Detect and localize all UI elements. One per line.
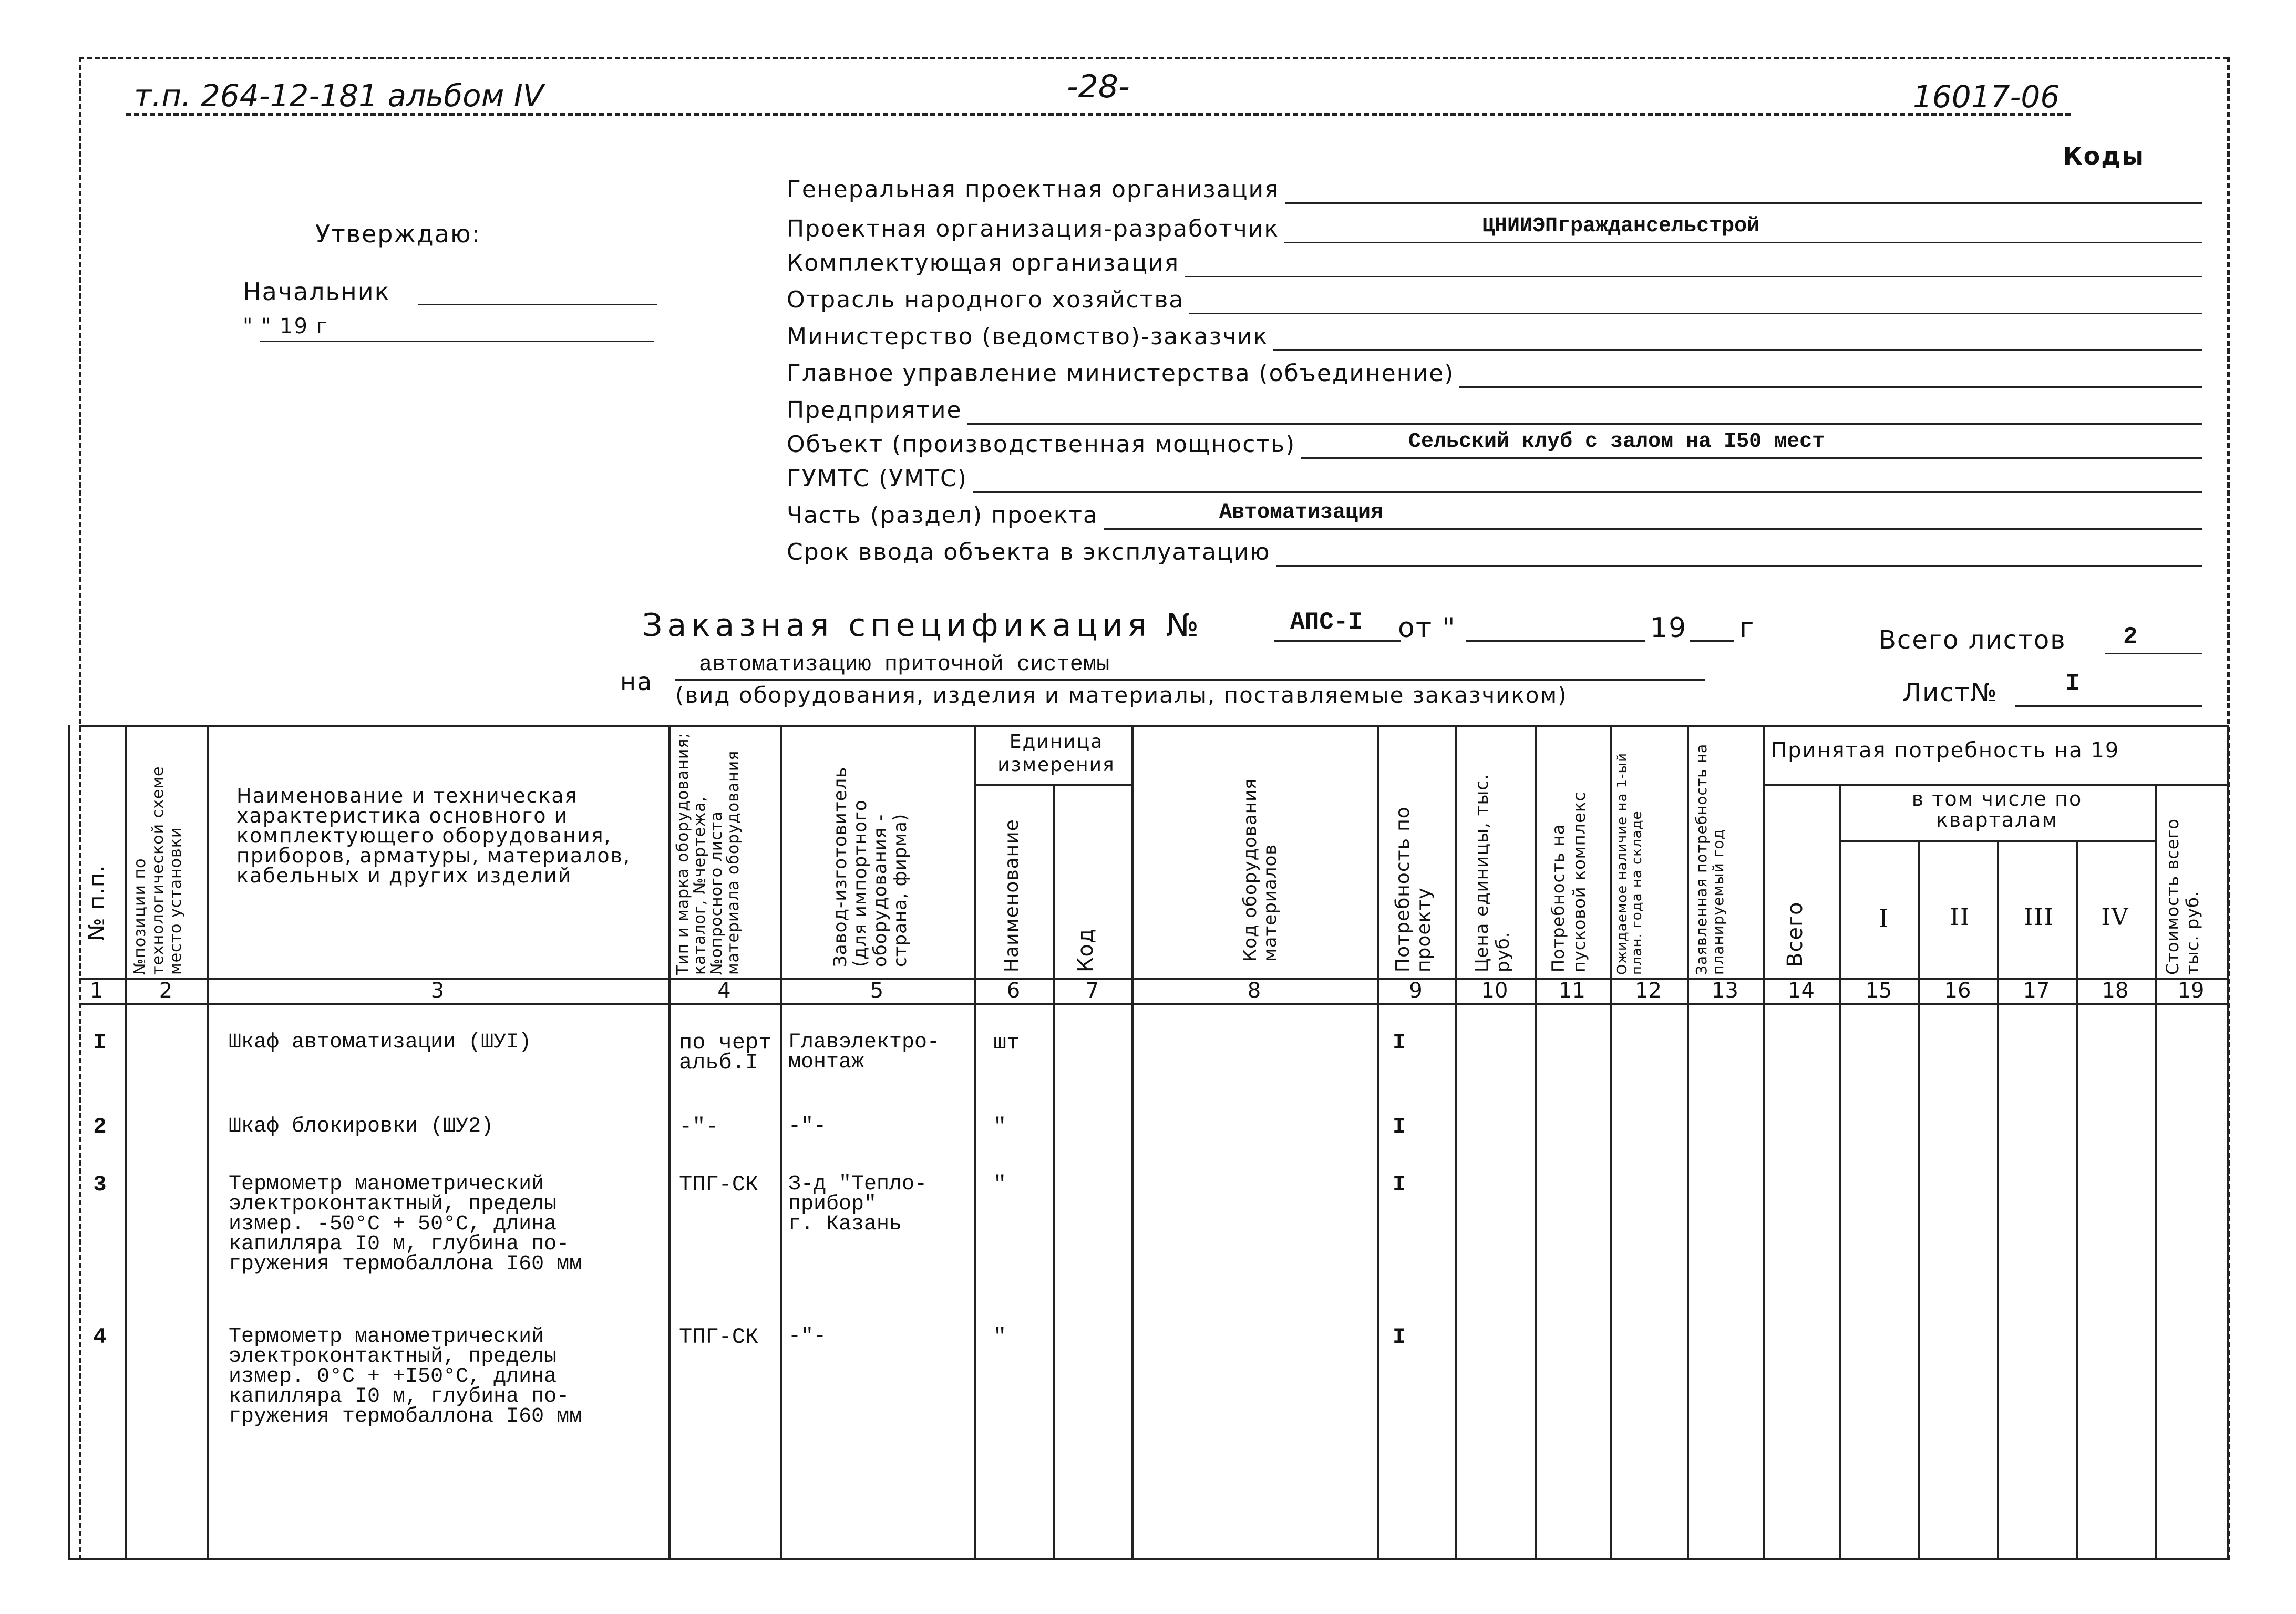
col-header-project-need: Потребность по проекту <box>1392 806 1435 972</box>
table-cell-unit: " <box>993 1324 1007 1350</box>
col-line-11 <box>1610 725 1612 1560</box>
spec-number: АПС-I <box>1290 609 1363 636</box>
total-sheets-line <box>2105 653 2202 654</box>
org-field-line <box>1284 242 2202 243</box>
col-header-accepted-group: Принятая потребность на 19 <box>1771 738 2120 763</box>
spec-subject-hint: (вид оборудования, изделия и материалы, поставляемые заказчиком) <box>675 682 1568 708</box>
page-number: -28- <box>1067 68 1130 105</box>
total-sheets-label: Всего листов <box>1879 625 2066 655</box>
col-line-2 <box>207 725 209 1560</box>
table-cell-name: Шкаф блокировки (ШУ2) <box>229 1115 494 1138</box>
org-field-label: Комплектующая организация <box>787 250 1180 276</box>
column-number: 9 <box>1409 979 1423 1003</box>
col-header-name: Наименование и техническая характеристика основного и комплектующего оборудования, приборов, арматуры, материалов, кабельных и других изделий <box>236 784 631 887</box>
table-cell-type: ТПГ-СК <box>679 1324 759 1350</box>
org-field-label: Проектная организация-разработчик <box>787 215 1279 242</box>
col-line-6 <box>1053 784 1055 1560</box>
sheet-value: I <box>2065 670 2080 697</box>
org-field-line <box>1273 349 2202 351</box>
column-number: 2 <box>159 979 173 1003</box>
column-number: 7 <box>1085 979 1099 1003</box>
col-header-startup-need: Потребность на пусковой комплекс <box>1548 791 1589 972</box>
org-field-value: ЦНИИЭПграждансельстрой <box>1482 214 1760 238</box>
col-line-9 <box>1455 725 1457 1560</box>
org-field-line <box>1301 457 2202 459</box>
org-field-label: Отрасль народного хозяйства <box>787 286 1185 313</box>
col-line-1 <box>125 725 127 1560</box>
table-cell-unit: " <box>993 1172 1007 1197</box>
spec-title: Заказная спецификация № <box>642 607 1203 644</box>
column-number: 6 <box>1006 979 1021 1003</box>
table-cell-name: Шкаф автоматизации (ШУI) <box>229 1031 532 1054</box>
col-header-unit-price: Цена единицы, тыс. руб. <box>1471 774 1513 972</box>
org-field-line <box>1285 202 2202 204</box>
column-number: 4 <box>717 979 731 1003</box>
col-line-3 <box>668 725 671 1560</box>
column-number: 3 <box>430 979 445 1003</box>
table-cell-name: Термометр манометрический электроконтактный, пределы измер. -50°С + 50°С, длина капилляра I0 м, глубина по- гружения термобаллона I60 мм <box>229 1173 582 1276</box>
col-line-18 <box>2155 784 2157 1560</box>
table-cell-qty: I <box>1393 1324 1406 1350</box>
col-line-17 <box>2076 840 2078 1560</box>
org-field-value: Автоматизация <box>1219 501 1384 525</box>
col-header-quarters-group: в том числе по кварталам <box>1911 787 2083 831</box>
spec-date-year: 19 <box>1650 612 1687 644</box>
column-number: 11 <box>1559 979 1585 1003</box>
table-cell-type: ТПГ-СК <box>679 1172 759 1197</box>
header-underline <box>126 113 2071 116</box>
column-number: 15 <box>1865 979 1892 1003</box>
col-header-position: №позиции по технологической схеме место установки <box>131 766 185 975</box>
col-header-unit-code: Код <box>1074 928 1098 972</box>
col-header-q4: IV <box>2101 904 2129 931</box>
col-header-expected-stock: Ожидаемое наличие на 1-ый план. года на складе <box>1614 753 1645 975</box>
org-field-label: Предприятие <box>787 397 962 424</box>
unit-group-line <box>974 784 1131 786</box>
table-cell-maker: Главэлектро- монтаж <box>788 1031 940 1074</box>
org-field-value: Сельский клуб с залом на I50 мест <box>1408 430 1825 454</box>
org-field-line <box>1185 276 2202 277</box>
spec-date-g: г <box>1739 612 1755 644</box>
table-cell-unit: " <box>993 1114 1007 1139</box>
table-colnum-bottom-line <box>79 1003 2228 1005</box>
col-line-16 <box>1997 840 1999 1560</box>
column-number: 10 <box>1481 979 1508 1003</box>
table-cell-qty: I <box>1393 1172 1406 1197</box>
codes-label: Коды <box>2063 142 2145 170</box>
col-line-7 <box>1131 725 1134 1560</box>
org-field-label: Срок ввода объекта в эксплуатацию <box>787 539 1271 566</box>
column-number: 5 <box>870 979 884 1003</box>
column-number: 8 <box>1247 979 1261 1003</box>
column-number: 13 <box>1712 979 1738 1003</box>
spec-number-line <box>1274 640 1401 642</box>
sheet-label: Лист№ <box>1902 678 1998 707</box>
document-code: 16017-06 <box>1913 79 2060 115</box>
org-field-label: Главное управление министерства (объединение) <box>787 360 1455 387</box>
col-header-declared-need: Заявленная потребность на планируемый год <box>1693 743 1727 975</box>
org-field-label: Объект (производственная мощность) <box>787 431 1296 458</box>
col-line-8 <box>1377 725 1379 1560</box>
col-header-number: № п.п. <box>84 865 109 941</box>
col-line-12 <box>1687 725 1689 1560</box>
frame-top <box>79 57 2228 59</box>
org-field-line <box>1276 565 2202 567</box>
col-line-5 <box>974 725 976 1560</box>
col-header-total: Всего <box>1783 901 1807 967</box>
album-label: т.п. 264-12-181 альбом IV <box>134 78 544 114</box>
org-field-label: Генеральная проектная организация <box>787 176 1280 203</box>
col-header-q1: I <box>1878 904 1890 933</box>
spec-date-line <box>1466 640 1645 642</box>
org-field-label: Министерство (ведомство)-заказчик <box>787 323 1269 350</box>
col-header-q2: II <box>1950 904 1971 931</box>
total-sheets-value: 2 <box>2123 623 2138 651</box>
org-field-line <box>1189 313 2202 314</box>
table-cell-name: Термометр манометрический электроконтактный, пределы измер. 0°С + +I50°С, длина капилляра I0 м, глубина по- гружения термобаллона I60 мм <box>229 1325 582 1428</box>
col-header-unit-name: Наименование <box>1001 819 1023 972</box>
col-header-cost: Стоимость всего тыс. руб. <box>2163 818 2202 975</box>
org-field-label: Часть (раздел) проекта <box>787 502 1098 529</box>
column-number: 1 <box>90 979 104 1003</box>
table-cell-unit: шт <box>993 1030 1020 1055</box>
table-bottom-line <box>68 1558 2228 1560</box>
table-cell-maker: -"- <box>788 1325 827 1349</box>
approval-date-line <box>260 341 654 342</box>
col-line-15 <box>1918 840 1920 1560</box>
col-line-0 <box>68 725 70 1560</box>
table-cell-maker: -"- <box>788 1115 827 1138</box>
table-cell-type: по черт альб.I <box>679 1030 772 1075</box>
column-number: 18 <box>2102 979 2129 1003</box>
table-cell-n: 3 <box>93 1172 107 1197</box>
approve-label: Утверждаю: <box>315 220 481 248</box>
chief-line <box>418 304 657 305</box>
col-line-14 <box>1839 784 1841 1560</box>
col-line-10 <box>1535 725 1537 1560</box>
org-field-line <box>1104 528 2202 530</box>
col-header-q3: III <box>2023 904 2055 931</box>
column-number: 16 <box>1944 979 1971 1003</box>
column-number: 12 <box>1635 979 1662 1003</box>
accepted-group-line <box>1763 784 2228 786</box>
column-number: 14 <box>1788 979 1815 1003</box>
table-cell-qty: I <box>1393 1114 1406 1139</box>
table-top-line <box>79 725 2228 727</box>
na-label: на <box>620 667 653 696</box>
spec-subject: автоматизацию приточной системы <box>699 652 1110 677</box>
spec-subject-line <box>675 679 1705 681</box>
col-line-4 <box>780 725 782 1560</box>
table-cell-n: I <box>93 1030 107 1055</box>
table-cell-qty: I <box>1393 1030 1406 1055</box>
table-cell-n: 2 <box>93 1114 107 1139</box>
col-line-13 <box>1763 725 1765 1560</box>
org-field-line <box>967 423 2202 425</box>
col-line-19 <box>2227 725 2229 1560</box>
org-field-line <box>1459 386 2202 388</box>
spec-year-line <box>1690 640 1734 642</box>
col-header-type: Тип и марка оборудования; каталог, №чертежа, №опросного листа материала оборудования <box>674 732 743 975</box>
chief-label: Начальник <box>243 277 390 306</box>
table-cell-n: 4 <box>93 1324 107 1350</box>
col-header-maker: Завод-изготовитель (для импортного оборудования - страна, фирма) <box>830 766 911 967</box>
col-header-equipment-code: Код оборудования материалов <box>1240 778 1281 962</box>
approval-date: " " 19 г <box>243 314 328 338</box>
sheet-line <box>2015 705 2202 707</box>
org-field-line <box>973 491 2202 493</box>
table-cell-maker: З-д "Тепло- прибор" г. Казань <box>788 1173 928 1236</box>
spec-date-from: от " <box>1398 612 1456 644</box>
table-cell-type: -"- <box>679 1114 719 1139</box>
org-field-label: ГУМТС (УМТС) <box>787 465 967 492</box>
column-number: 19 <box>2177 979 2205 1003</box>
column-number: 17 <box>2023 979 2050 1003</box>
col-header-unit-group: Единица измерения <box>997 731 1115 776</box>
